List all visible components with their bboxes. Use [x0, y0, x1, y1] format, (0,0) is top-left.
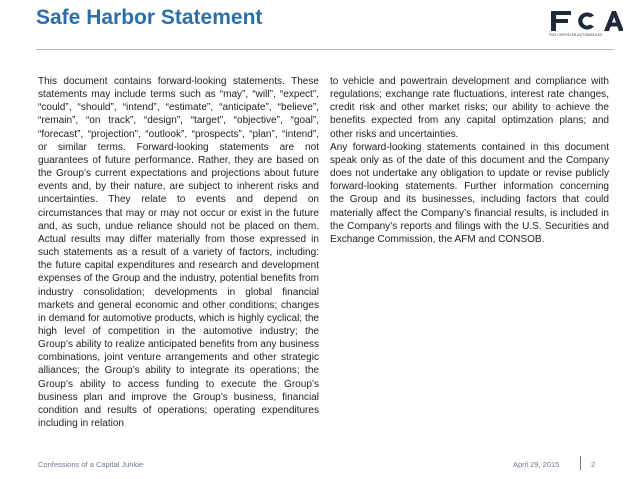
- fca-logo: [549, 10, 623, 40]
- fca-logo-icon: [549, 10, 623, 32]
- footer-divider: [580, 456, 581, 470]
- right-column-paragraph-2: Any forward-looking statements contained in this document speak only as of the date of this document and the Company does not undertake any obligation to update or revise publicly forward-looking statements. Further information concerning the Group and its businesses, including factors that could materially affect the Company’s financial results, is included in the Company’s reports and filings with the U.S. Securities and Exchange Commission, the AFM and CONSOB.: [330, 141, 609, 245]
- right-column-paragraph-1: to vehicle and powertrain development and compliance with regulations; exchange rate fluctuations, interest rate changes, credit risk and other market risks; our ability to achieve the benefits expected from any capital optimzation plans; and other risks and uncertainties.: [330, 76, 609, 140]
- right-column: [330, 75, 609, 246]
- left-column-text: This document contains forward-looking statements. These statements may include terms such as “may”, “will”, “expect”, “could”, “should”, “intend”, “estimate”, “anticipate”, “believe”, “remain”, “on track”, “design”, “target”, “objective”, “goal”, “forecast”, “projection”, “outlook”, “prospects”, “plan”, “intend”, or similar terms. Forward-looking statements are not guarantees of future performance. Rather, they are based on the Group’s current expectations and projections about future events and, by their nature, are subject to inherent risks and uncertainties. They relate to events and depend on circumstances that may or may not occur or exist in the future and, as such, undue reliance should not be placed on them. Actual results may differ materially from those expressed in such statements as a result of a variety of factors, including: the future capital expenditures and research and development expenses of the Group and the industry, potential benefits from industry consolidation; developments in global financial markets and general economic and other conditions; changes in demand for automotive products, which is highly cyclical; the high level of competition in the automotive industry; the Group’s ability to realize anticipated benefits from any business combinations, joint venture arrangements and other strategic alliances; the Group’s ability to integrate its operations; the Group’s ability to access funding to execute the Group’s business plan and improve the Group’s business, financial condition and results of operations; operating expenditures including in relation: [38, 76, 319, 430]
- left-column: [38, 75, 319, 430]
- footer-date: April 29, 2015: [513, 460, 560, 469]
- header-divider: [36, 49, 614, 50]
- page-number: 2: [591, 460, 596, 469]
- footer-source: Confessions of a Capital Junkie: [38, 460, 144, 469]
- page-title: Safe Harbor Statement: [36, 6, 263, 29]
- logo-subtext: FIAT CHRYSLER AUTOMOBILES: [549, 33, 603, 37]
